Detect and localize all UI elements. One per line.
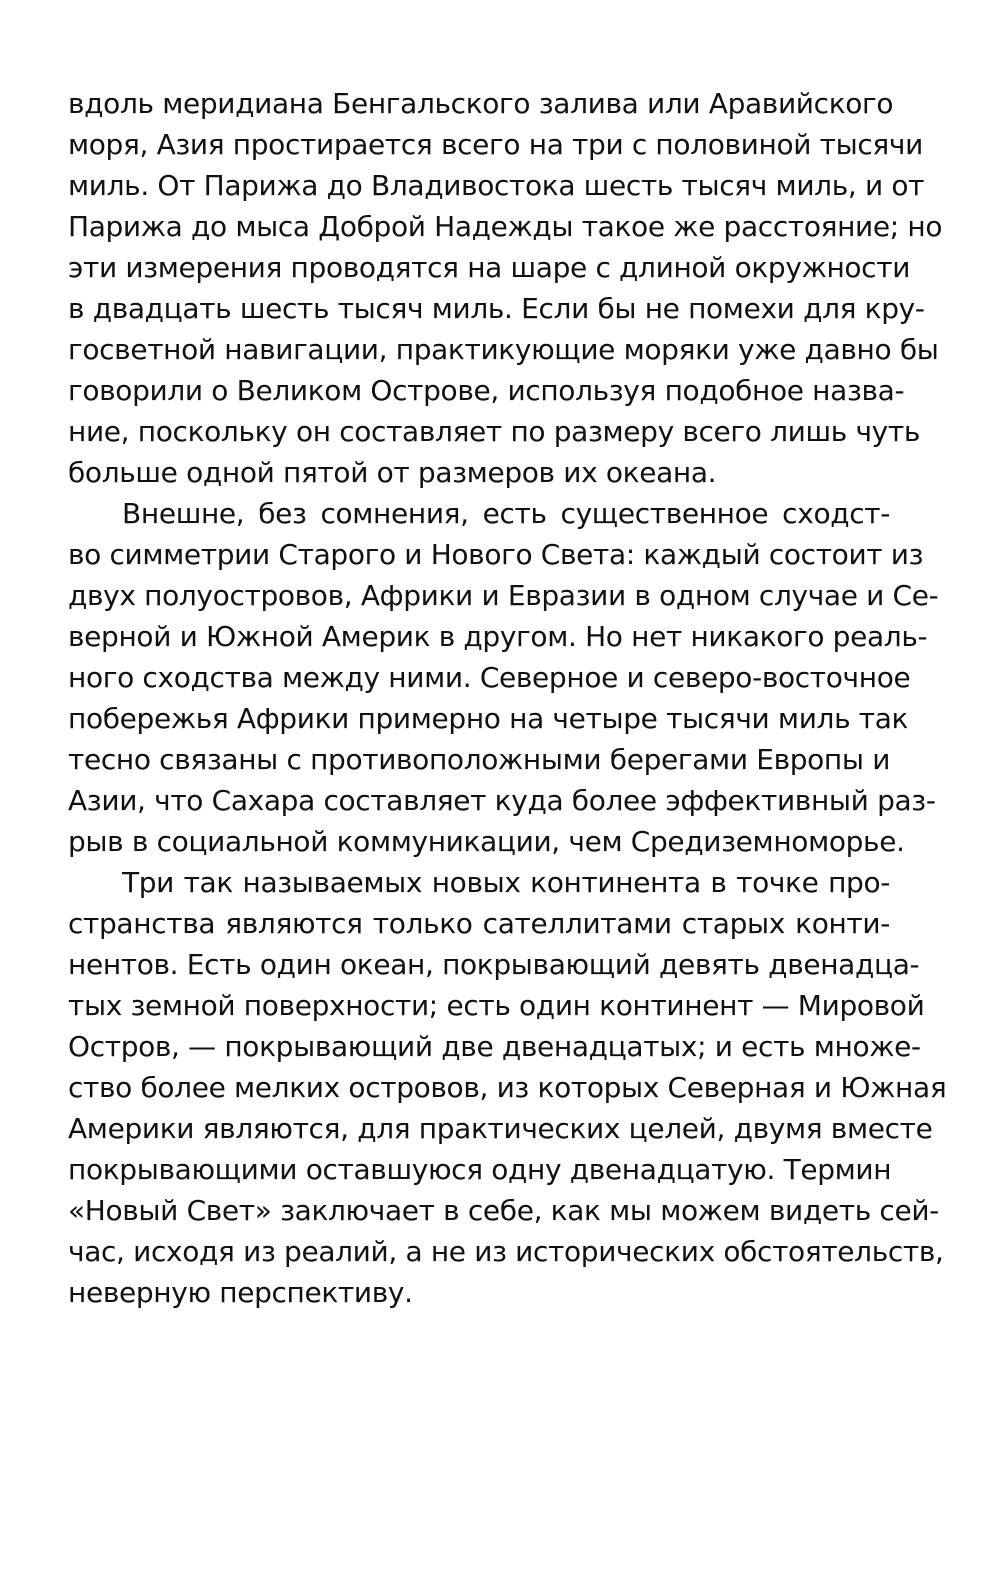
text-line: Остров, — покрывающий две двенадцатых; и есть множе- [68, 1030, 921, 1063]
text-line: тых земной поверхности; есть один континент — Мировой [68, 989, 925, 1022]
text-line: двух полуостровов, Африки и Евразии в одном случае и Се- [68, 579, 939, 612]
text-line: побережья Африки примерно на четыре тысячи миль так [68, 702, 909, 735]
text-line: верной и Южной Америк в другом. Но нет никакого реаль- [68, 620, 928, 653]
text-line: неверную перспективу. [68, 1276, 413, 1309]
text-line: «Новый Свет» заключает в себе, как мы можем видеть сей- [68, 1194, 939, 1227]
text-line: говорили о Великом Острове, используя подобное назва- [68, 374, 905, 407]
text-line: вдоль меридиана Бенгальского залива или Аравийского [68, 87, 894, 120]
text-line: в двадцать шесть тысяч миль. Если бы не помехи для кру- [68, 292, 925, 325]
text-line: ние, поскольку он составляет по размеру всего лишь чуть [68, 415, 921, 448]
text-line: во симметрии Старого и Нового Света: каждый состоит из [68, 538, 924, 571]
text-line: моря, Азия простирается всего на три с половиной тысячи [68, 128, 923, 161]
text-line: миль. От Парижа до Владивостока шесть тысяч миль, и от [68, 169, 925, 202]
text-line: покрывающими оставшуюся одну двенадцатую. Термин [68, 1153, 892, 1186]
book-page [68, 0, 947, 1570]
text-line: Три так называемых новых континента в точке про- [122, 866, 890, 899]
text-line: эти измерения проводятся на шаре с длиной окружности [68, 251, 911, 284]
text-line: Азии, что Сахара составляет куда более эффективный раз- [68, 784, 936, 817]
text-line: час, исходя из реалий, а не из исторических обстоятельств, [68, 1235, 944, 1268]
text-line: госветной навигации, практикующие моряки уже давно бы [68, 333, 939, 366]
text-line: больше одной пятой от размеров их океана. [68, 456, 717, 489]
text-line: странства являются только сателлитами старых конти- [68, 907, 890, 940]
text-line: рыв в социальной коммуникации, чем Средиземноморье. [68, 825, 905, 858]
text-line: Парижа до мыса Доброй Надежды такое же расстояние; но [68, 210, 943, 243]
text-line: Америки являются, для практических целей, двумя вместе [68, 1112, 933, 1145]
text-line: ного сходства между ними. Северное и северо-восточное [68, 661, 911, 694]
text-line: ство более мелких островов, из которых Северная и Южная [68, 1071, 947, 1104]
text-line: нентов. Есть один океан, покрывающий девять двенадца- [68, 948, 920, 981]
text-line: Внешне, без сомнения, есть существенное сходст- [122, 497, 890, 530]
text-line: тесно связаны с противоположными берегами Европы и [68, 743, 891, 776]
